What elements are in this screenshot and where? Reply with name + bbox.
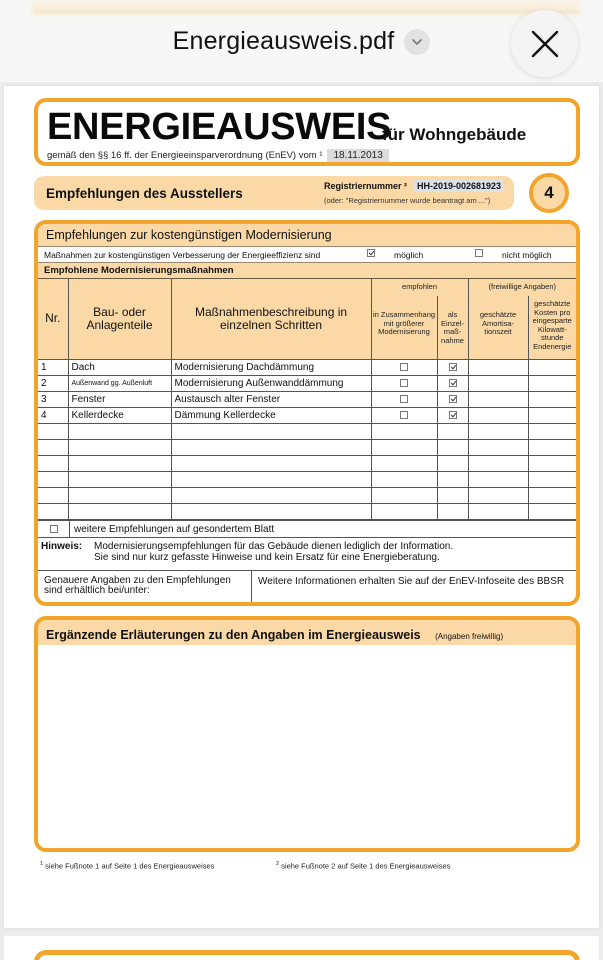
more-recommendations-row [38, 520, 576, 537]
row-nr: 4 [38, 407, 68, 423]
empty-table-row[interactable] [38, 487, 576, 503]
legal-line [47, 149, 389, 162]
footnote-1-text: siehe Fußnote 1 auf Seite 1 des Energieausweises [45, 861, 215, 871]
row-component[interactable]: Kellerdecke [68, 407, 171, 423]
hint-line-2: Sie sind nur kurz gefasste Hinweise und kein Ersatz für eine Energieberatung. [94, 551, 440, 563]
row-component[interactable]: Fenster [68, 391, 171, 407]
empty-table-row[interactable] [38, 455, 576, 471]
section-banner [34, 176, 514, 210]
col-header-cost-per-kwh: geschätzte Kosten pro eingesparte Kilowatt-stunde Endenergie [528, 296, 576, 359]
possible-row [38, 247, 576, 263]
row-nr: 3 [38, 391, 68, 407]
footnote-2-text: siehe Fußnote 2 auf Seite 1 des Energieausweises [281, 861, 451, 871]
explanations-box [34, 616, 580, 852]
empty-table-row[interactable] [38, 423, 576, 439]
col-header-component [68, 279, 171, 359]
empty-table-row[interactable] [38, 503, 576, 519]
possible-checkbox[interactable] [367, 249, 375, 257]
row-cost[interactable] [528, 391, 576, 407]
details-label: Genauere Angaben zu den Empfehlungen sind erhältlich bei/unter: [38, 571, 252, 604]
recommendations-heading: Empfehlungen zur kostengünstigen Modernisierung [38, 224, 576, 247]
col-header-description [171, 279, 371, 359]
single-measure-checkbox[interactable] [449, 363, 457, 371]
col-header-amortization: geschätzte Amortisa-tionszeit [468, 296, 528, 359]
registration-label: Registriernummer ² [324, 181, 408, 191]
table-row [38, 359, 576, 375]
row-nr: 2 [38, 375, 68, 391]
hint-block [38, 537, 576, 570]
row-cost[interactable] [528, 407, 576, 423]
col-header-component-l1: Bau- oder [93, 304, 146, 319]
possible-statement: Maßnahmen zur kostengünstigen Verbesserung der Energieeffizienz sind [44, 250, 321, 260]
in-context-checkbox[interactable] [400, 363, 408, 371]
explanations-note: (Angaben freiwillig) [435, 632, 504, 641]
row-description[interactable]: Modernisierung Dachdämmung [171, 359, 371, 375]
row-description[interactable]: Modernisierung Außenwanddämmung [171, 375, 371, 391]
single-measure-checkbox[interactable] [449, 379, 457, 387]
row-amortization[interactable] [468, 407, 528, 423]
not-possible-label: nicht möglich [502, 250, 552, 260]
explanations-content-area[interactable] [38, 645, 576, 845]
footnote-2 [276, 861, 450, 871]
table-row [38, 375, 576, 391]
col-header-single-measure: als Einzel-maß-nahme [437, 296, 468, 359]
hint-label: Hinweis: [41, 540, 83, 552]
col-header-in-context: in Zusammenhang mit größerer Modernisierung [371, 296, 437, 359]
col-header-nr: Nr. [38, 279, 68, 359]
single-measure-checkbox[interactable] [449, 411, 457, 419]
section-title: Empfehlungen des Ausstellers [46, 186, 243, 201]
info-row [38, 570, 576, 604]
explanations-heading [38, 620, 576, 645]
registration-hint: (oder: "Registriernummer wurde beantragt am ...") [324, 196, 491, 205]
certificate-subtitle: für Wohngebäude [382, 125, 527, 144]
measures-table [38, 279, 576, 520]
col-header-description-l2: einzelnen Schritten [219, 317, 323, 332]
certificate-title: ENERGIEAUSWEIS [47, 106, 392, 148]
legal-text: gemäß den §§ 16 ff. der Energieeinsparverordnung (EnEV) vom ¹ [47, 150, 323, 161]
row-component[interactable]: Dach [68, 359, 171, 375]
more-info-text: Weitere Informationen erhalten Sie auf der EnEV-Infoseite des BBSR [258, 575, 565, 587]
col-header-component-l2: Anlagenteile [86, 317, 153, 332]
col-group-recommended: empfohlen [371, 279, 468, 296]
row-amortization[interactable] [468, 391, 528, 407]
hint-line-1: Modernisierungsempfehlungen für das Gebäude dienen lediglich der Information. [94, 540, 454, 552]
close-button[interactable] [511, 10, 578, 77]
registration-number-field[interactable]: HH-2019-002681923 [414, 180, 504, 192]
chevron-down-icon[interactable] [404, 29, 430, 55]
footnote-1 [40, 861, 214, 871]
empty-table-row[interactable] [38, 471, 576, 487]
next-pdf-page [4, 936, 599, 960]
more-recommendations-checkbox[interactable] [50, 525, 58, 533]
previous-page-edge [32, 0, 580, 14]
row-amortization[interactable] [468, 375, 528, 391]
single-measure-checkbox[interactable] [449, 395, 457, 403]
measures-subheading: Empfohlene Modernisierungsmaßnahmen [38, 263, 576, 279]
possible-label: möglich [394, 250, 424, 260]
footnote-1-mark: 1 [40, 861, 44, 867]
pdf-page [4, 86, 599, 928]
explanations-title: Ergänzende Erläuterungen zu den Angaben im Energieausweis [46, 628, 421, 642]
enev-date-field[interactable]: 18.11.2013 [327, 149, 388, 162]
page-number-badge: 4 [529, 173, 569, 213]
viewer-header [0, 0, 603, 82]
in-context-checkbox[interactable] [400, 395, 408, 403]
table-row [38, 391, 576, 407]
not-possible-checkbox[interactable] [475, 249, 483, 257]
row-component[interactable]: Außenwand gg. Außenluft [68, 375, 171, 391]
next-page-header-box [34, 950, 580, 960]
row-description[interactable]: Austausch alter Fenster [171, 391, 371, 407]
row-description[interactable]: Dämmung Kellerdecke [171, 407, 371, 423]
col-group-voluntary: (freiwillige Angaben) [468, 279, 576, 296]
col-header-description-l1: Maßnahmenbeschreibung in [194, 304, 348, 319]
in-context-checkbox[interactable] [400, 411, 408, 419]
row-cost[interactable] [528, 359, 576, 375]
close-icon [531, 30, 559, 58]
more-recommendations-label: weitere Empfehlungen auf gesondertem Blatt [74, 523, 275, 535]
certificate-header-box [34, 98, 580, 166]
row-amortization[interactable] [468, 359, 528, 375]
table-row [38, 407, 576, 423]
footnote-2-mark: 2 [276, 861, 280, 867]
document-title[interactable]: Energieausweis.pdf [172, 27, 395, 55]
row-nr: 1 [38, 359, 68, 375]
recommendations-box [34, 220, 580, 606]
row-cost[interactable] [528, 375, 576, 391]
in-context-checkbox[interactable] [400, 379, 408, 387]
empty-table-row[interactable] [38, 439, 576, 455]
